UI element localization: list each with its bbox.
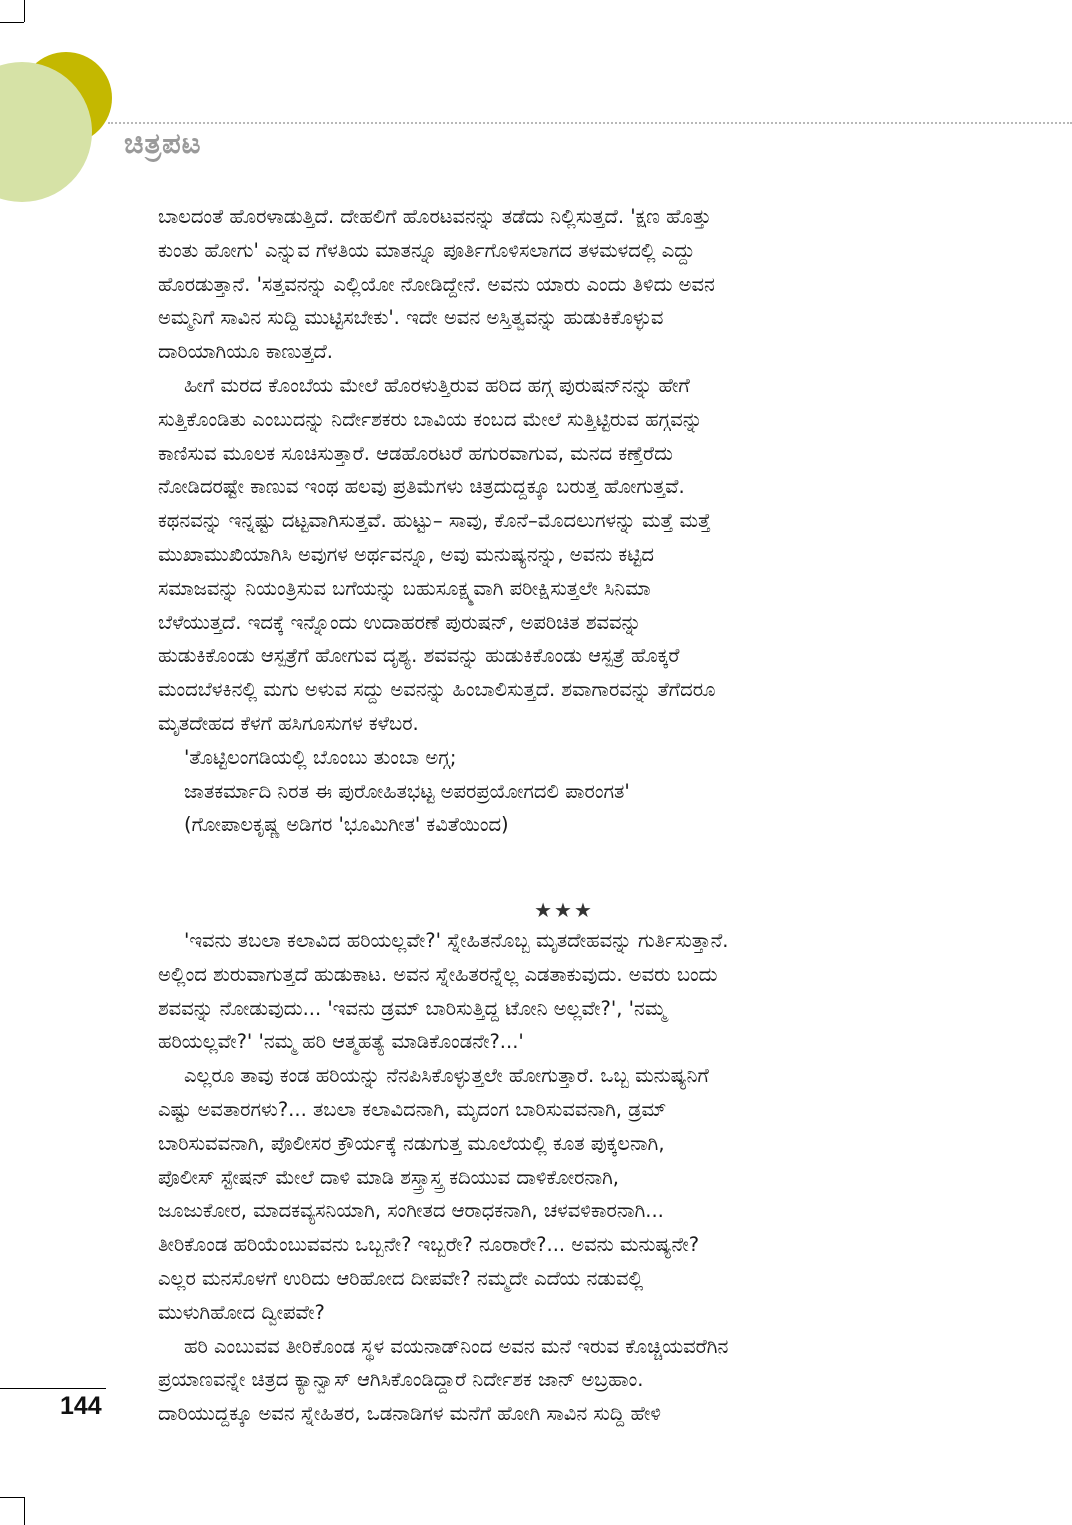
header-dotted-rule	[108, 122, 1072, 124]
crop-mark-top-left-h	[0, 22, 24, 23]
text-line: 'ಇವನು ತಬಲಾ ಕಲಾವಿದ ಹರಿಯಲ್ಲವೇ?' ಸ್ನೇಹಿತನೊಬ್ಬ ಮೃತದೇಹವನ್ನು ಗುರ್ತಿಸುತ್ತಾನೆ.	[184, 928, 729, 952]
text-line: ಹುಡುಕಿಕೊಂಡು ಆಸ್ಪತ್ರೆಗೆ ಹೋಗುವ ದೃಶ್ಯ. ಶವವನ್ನು ಹುಡುಕಿಕೊಂಡು ಆಸ್ಪತ್ರೆ ಹೊಕ್ಕರೆ	[158, 644, 680, 668]
verse-citation: (ಗೋಪಾಲಕೃಷ್ಣ ಅಡಿಗರ 'ಭೂಮಿಗೀತ' ಕವಿತೆಯಿಂದ)	[184, 813, 509, 837]
section-title: ಚಿತ್ರಪಟ	[124, 126, 202, 160]
text-line: ನೋಡಿದರಷ್ಟೇ ಕಾಣುವ ಇಂಥ ಹಲವು ಪ್ರತಿಮೆಗಳು ಚಿತ್ರದುದ್ದಕ್ಕೂ ಬರುತ್ತ ಹೋಗುತ್ತವೆ.	[158, 475, 685, 499]
text-line: ಹೊರಡುತ್ತಾನೆ. 'ಸತ್ತವನನ್ನು ಎಲ್ಲಿಯೋ ನೋಡಿದ್ದೇನೆ. ಅವನು ಯಾರು ಎಂದು ತಿಳಿದು ಅವನ	[158, 272, 715, 296]
text-line: ಬಾಲದಂತೆ ಹೊರಳಾಡುತ್ತಿದೆ. ದೇಹಲಿಗೆ ಹೊರಟವನನ್ನು ತಡೆದು ನಿಲ್ಲಿಸುತ್ತದೆ. 'ಕ್ಷಣ ಹೊತ್ತು	[158, 205, 712, 228]
verse-line: 'ತೊಟ್ಟಿಲಂಗಡಿಯಲ್ಲಿ ಬೊಂಬು ತುಂಬಾ ಅಗ್ಗ;	[184, 745, 457, 769]
text-line: ಹೀಗೆ ಮರದ ಕೊಂಬೆಯ ಮೇಲೆ ಹೊರಳುತ್ತಿರುವ ಹರಿದ ಹಗ್ಗ ಪುರುಷನ್‌ನನ್ನು ಹೇಗೆ	[184, 373, 690, 397]
page-number-rule	[0, 1388, 106, 1389]
section-separator: ★★★	[534, 898, 594, 923]
text-line: ಮುಖಾಮುಖಿಯಾಗಿಸಿ ಅವುಗಳ ಅರ್ಥವನ್ನೂ, ಅವು ಮನುಷ್ಯನನ್ನು, ಅವನು ಕಟ್ಟಿದ	[158, 542, 654, 566]
text-line: ಶವವನ್ನು ನೋಡುವುದು... 'ಇವನು ಡ್ರಮ್ ಬಾರಿಸುತ್ತಿದ್ದ ಟೋನಿ ಅಲ್ಲವೇ?', 'ನಮ್ಮ	[158, 996, 667, 1020]
text-line: ಎಷ್ಟು ಅವತಾರಗಳು?... ತಬಲಾ ಕಲಾವಿದನಾಗಿ, ಮೃದಂಗ ಬಾರಿಸುವವನಾಗಿ, ಡ್ರಮ್	[158, 1097, 667, 1121]
text-line: ಸಮಾಜವನ್ನು ನಿಯಂತ್ರಿಸುವ ಬಗೆಯನ್ನು ಬಹುಸೂಕ್ಷ್ಮವಾಗಿ ಪರೀಕ್ಷಿಸುತ್ತಲೇ ಸಿನಿಮಾ	[158, 576, 651, 600]
text-line: ಪೊಲೀಸ್ ಸ್ಟೇಷನ್ ಮೇಲೆ ದಾಳಿ ಮಾಡಿ ಶಸ್ತ್ರಾಸ್ತ್ರ ಕದಿಯುವ ದಾಳಿಕೋರನಾಗಿ,	[158, 1165, 619, 1189]
text-line: ಎಲ್ಲರೂ ತಾವು ಕಂಡ ಹರಿಯನ್ನು ನೆನಪಿಸಿಕೊಳ್ಳುತ್ತಲೇ ಹೋಗುತ್ತಾರೆ. ಒಬ್ಬ ಮನುಷ್ಯನಿಗೆ	[184, 1064, 709, 1088]
text-line: ಕಾಣಿಸುವ ಮೂಲಕ ಸೂಚಿಸುತ್ತಾರೆ. ಆಡಹೊರಟರೆ ಹಗುರವಾಗುವ, ಮನದ ಕಣ್ತೆರೆದು	[158, 441, 673, 465]
page-number: 144	[60, 1392, 102, 1420]
text-line: ಹರಿಯಲ್ಲವೇ?' 'ನಮ್ಮ ಹರಿ ಆತ್ಮಹತ್ಯೆ ಮಾಡಿಕೊಂಡನೇ?...'	[158, 1030, 524, 1054]
text-line: ಸುತ್ತಿಕೊಂಡಿತು ಎಂಬುದನ್ನು ನಿರ್ದೇಶಕರು ಬಾವಿಯ ಕಂಬದ ಮೇಲೆ ಸುತ್ತಿಟ್ಟಿರುವ ಹಗ್ಗವನ್ನು	[158, 407, 703, 431]
text-line: ಅಮ್ಮನಿಗೆ ಸಾವಿನ ಸುದ್ದಿ ಮುಟ್ಟಿಸಬೇಕು'. ಇದೇ ಅವನ ಅಸ್ತಿತ್ವವನ್ನು ಹುಡುಕಿಕೊಳ್ಳುವ	[158, 306, 664, 330]
text-line: ಬೆಳೆಯುತ್ತದೆ. ಇದಕ್ಕೆ ಇನ್ನೊಂದು ಉದಾಹರಣೆ ಪುರುಷನ್, ಅಪರಿಚಿತ ಶವವನ್ನು	[158, 610, 642, 634]
crop-mark-bottom-left-h	[0, 1497, 24, 1498]
text-line: ಕುಂತು ಹೋಗು' ಎನ್ನುವ ಗೆಳತಿಯ ಮಾತನ್ನೂ ಪೂರ್ತಿಗೊಳಿಸಲಾಗದ ತಳಮಳದಲ್ಲಿ ಎದ್ದು	[158, 238, 695, 262]
text-line: ಮಂದಬೆಳಕಿನಲ್ಲಿ ಮಗು ಅಳುವ ಸದ್ದು ಅವನನ್ನು ಹಿಂಬಾಲಿಸುತ್ತದೆ. ಶವಾಗಾರವನ್ನು ತೆಗೆದರೂ	[158, 678, 716, 702]
crop-mark-bottom-left	[24, 1497, 25, 1525]
text-line: ಮೃತದೇಹದ ಕೆಳಗೆ ಹಸಿಗೂಸುಗಳ ಕಳೆಬರ.	[158, 711, 419, 735]
text-line: ಪ್ರಯಾಣವನ್ನೇ ಚಿತ್ರದ ಕ್ಯಾನ್ವಾಸ್ ಆಗಿಸಿಕೊಂಡಿದ್ದಾರೆ ನಿರ್ದೇಶಕ ಜಾನ್ ಅಬ್ರಹಾಂ.	[158, 1368, 644, 1392]
text-line: ದಾರಿಯುದ್ದಕ್ಕೂ ಅವನ ಸ್ನೇಹಿತರ, ಒಡನಾಡಿಗಳ ಮನೆಗೆ ಹೋಗಿ ಸಾವಿನ ಸುದ್ದಿ ಹೇಳಿ	[158, 1402, 662, 1426]
text-line: ಹರಿ ಎಂಬುವವ ತೀರಿಕೊಂಡ ಸ್ಥಳ ವಯನಾಡ್‌ನಿಂದ ಅವನ ಮನೆ ಇರುವ ಕೊಚ್ಚಿಯವರೆಗಿನ	[184, 1334, 729, 1358]
text-line: ಅಲ್ಲಿಂದ ಶುರುವಾಗುತ್ತದೆ ಹುಡುಕಾಟ. ಅವನ ಸ್ನೇಹಿತರನ್ನೆಲ್ಲ ಎಡತಾಕುವುದು. ಅವರು ಬಂದು	[158, 962, 718, 986]
text-line: ಮುಳುಗಿಹೋದ ದ್ವೀಪವೇ?	[158, 1300, 325, 1324]
section-gap	[158, 842, 910, 890]
text-line: ಜೂಜುಕೋರ, ಮಾದಕವ್ಯಸನಿಯಾಗಿ, ಸಂಗೀತದ ಆರಾಧಕನಾಗಿ, ಚಳವಳಿಕಾರನಾಗಿ...	[158, 1199, 664, 1223]
crop-mark-top-left	[24, 0, 25, 22]
verse-line: ಜಾತಕರ್ಮಾದಿ ನಿರತ ಈ ಪುರೋಹಿತಭಟ್ಟ ಅಪರಪ್ರಯೋಗದಲಿ ಪಾರಂಗತ'	[184, 779, 630, 803]
text-line: ಕಥನವನ್ನು ಇನ್ನಷ್ಟು ದಟ್ಟವಾಗಿಸುತ್ತವೆ. ಹುಟ್ಟು– ಸಾವು, ಕೊನೆ–ಮೊದಲುಗಳನ್ನು ಮತ್ತೆ ಮತ್ತೆ	[158, 509, 711, 533]
text-line: ಬಾರಿಸುವವನಾಗಿ, ಪೊಲೀಸರ ಕ್ರೌರ್ಯಕ್ಕೆ ನಡುಗುತ್ತ ಮೂಲೆಯಲ್ಲಿ ಕೂತ ಪುಕ್ಕಲನಾಗಿ,	[158, 1131, 665, 1155]
text-line: ಎಲ್ಲರ ಮನಸೊಳಗೆ ಉರಿದು ಆರಿಹೋದ ದೀಪವೇ? ನಮ್ಮದೇ ಎದೆಯ ನಡುವಲ್ಲಿ	[158, 1266, 644, 1290]
text-line: ದಾರಿಯಾಗಿಯೂ ಕಾಣುತ್ತದೆ.	[158, 340, 333, 364]
article-body	[158, 200, 910, 1431]
text-line: ತೀರಿಕೊಂಡ ಹರಿಯೆಂಬುವವನು ಒಬ್ಬನೇ? ಇಬ್ಬರೇ? ನೂರಾರೇ?... ಅವನು ಮನುಷ್ಯನೇ?	[158, 1233, 700, 1257]
